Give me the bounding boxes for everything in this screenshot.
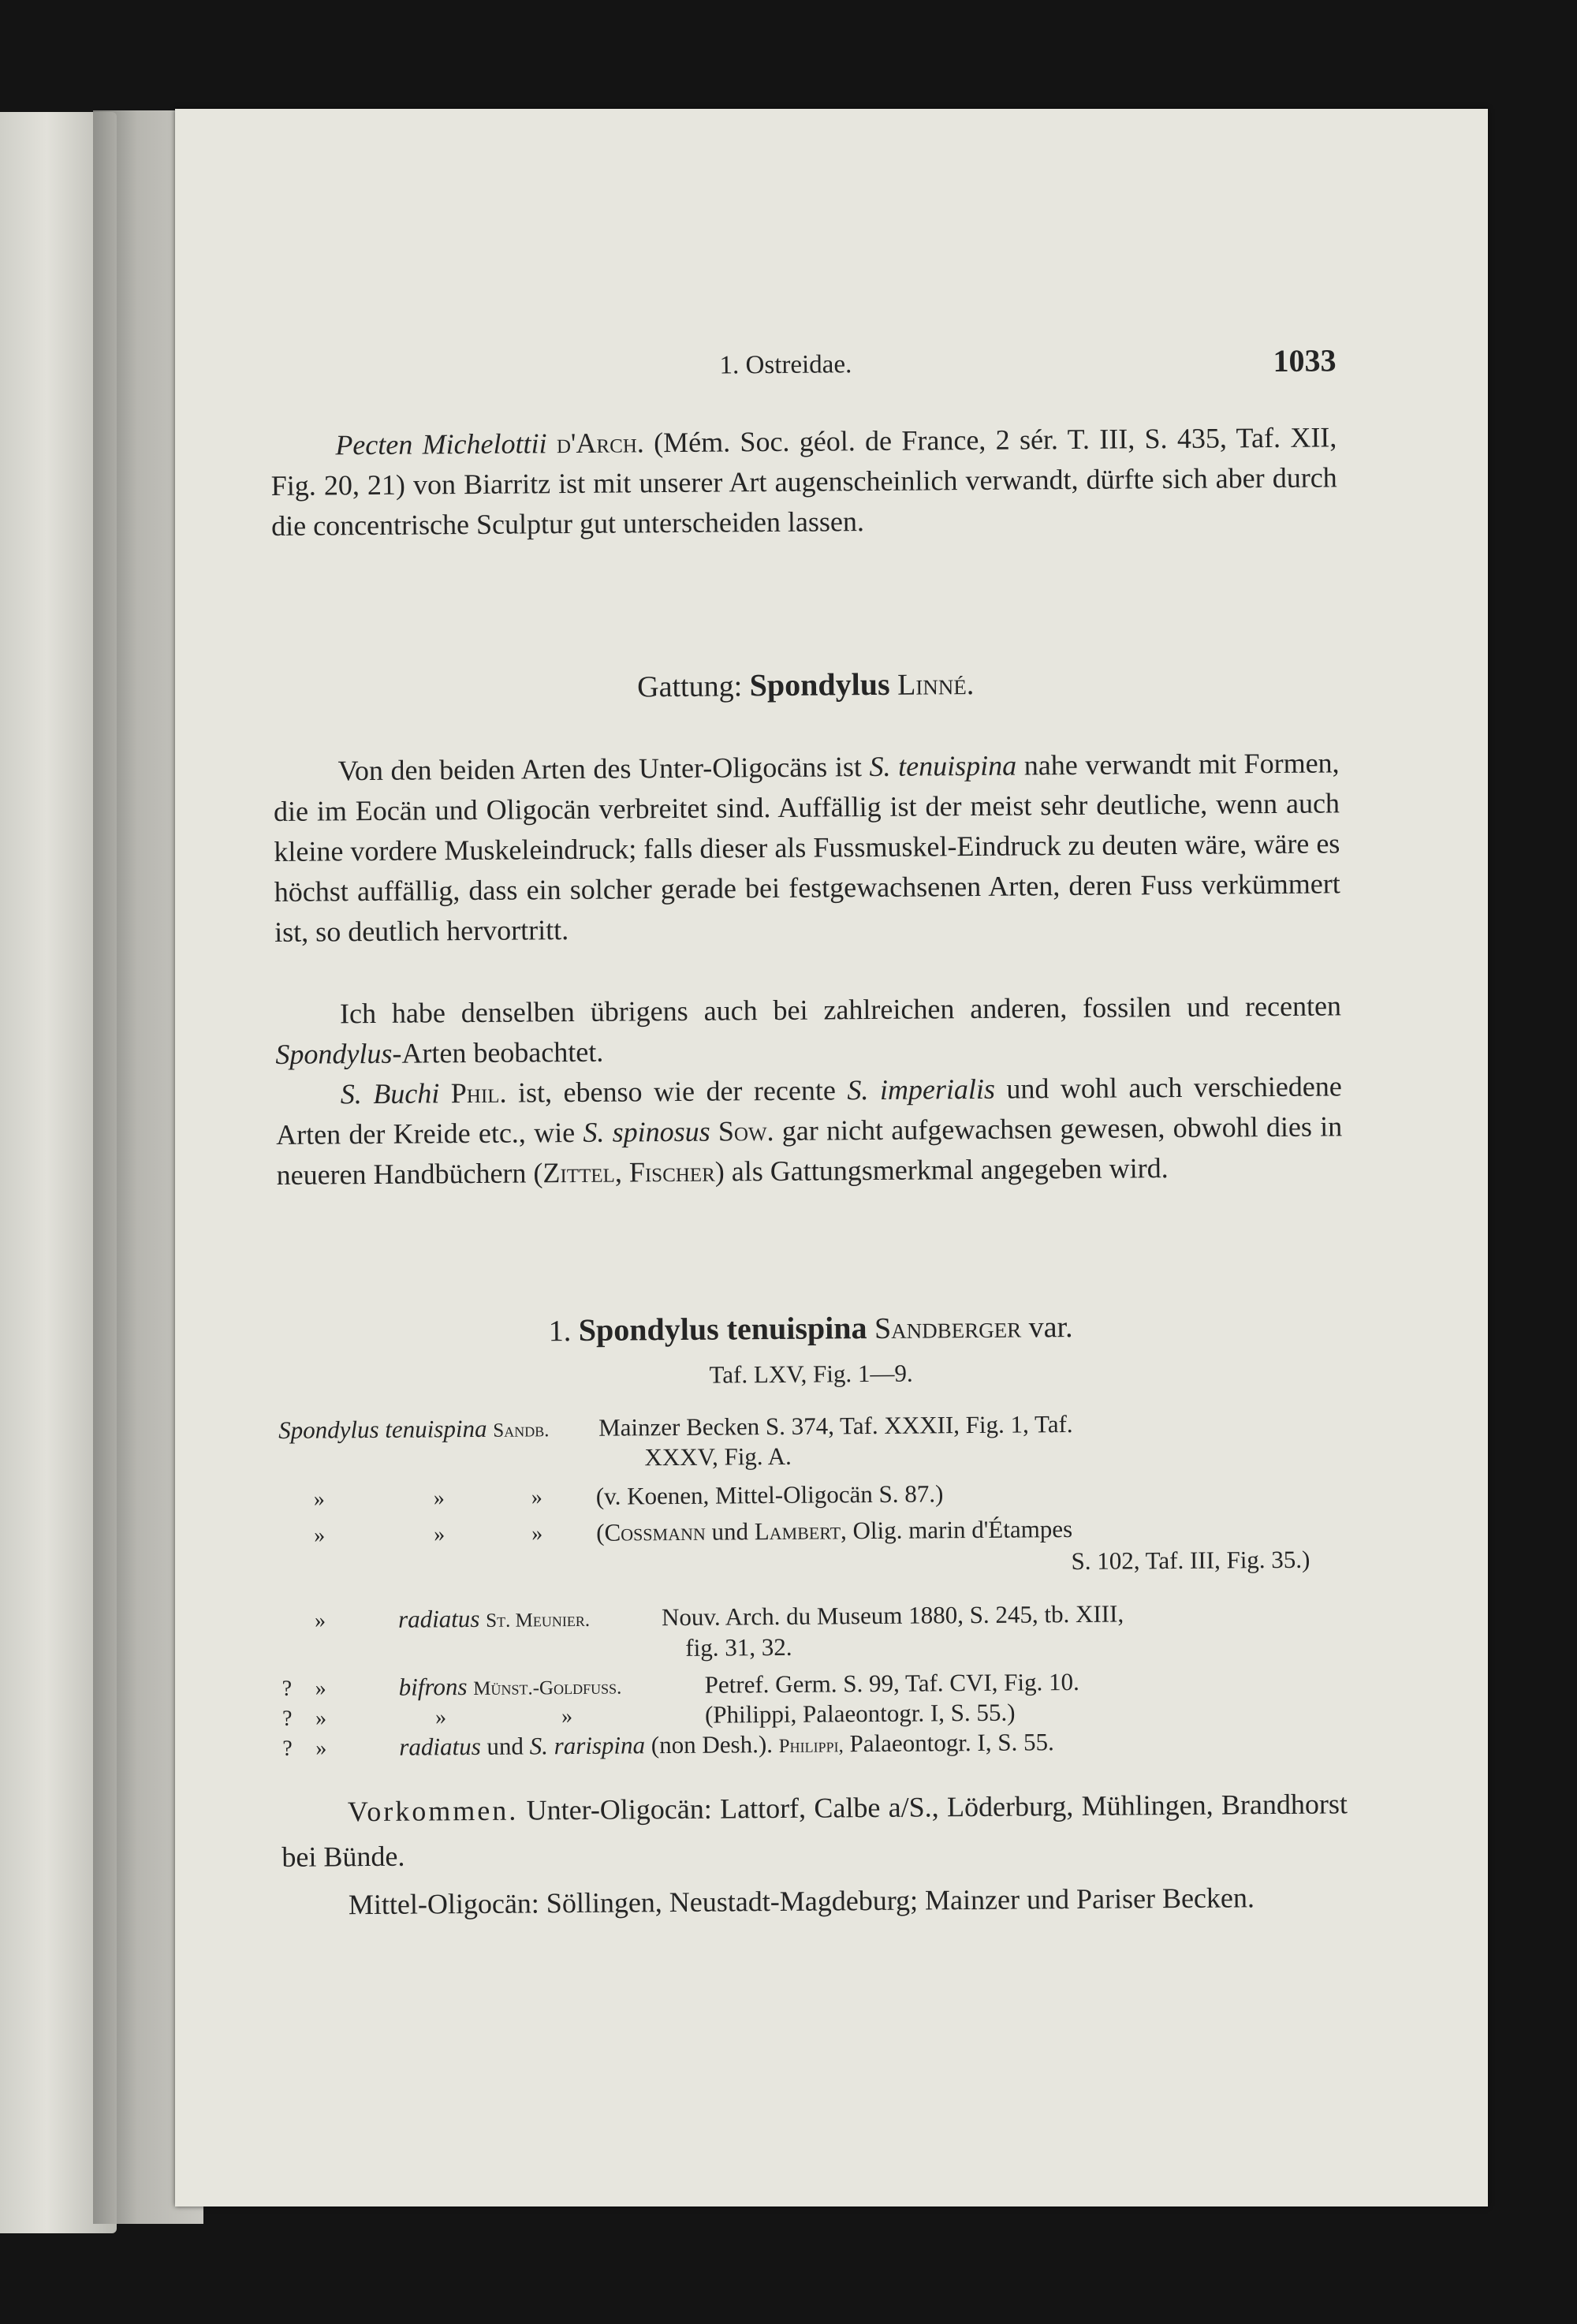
taxon-name: S. Buchi: [340, 1077, 440, 1110]
occurrence-middle-oligocene: Mittel-Oligocän: Söllingen, Neustadt-Magdeburg; Mainzer und Pariser Becken.: [348, 1882, 1255, 1921]
genus-name: Spondylus: [749, 666, 890, 703]
ditto-mark: »: [313, 1487, 325, 1512]
reference-text: Palaeontogr. I, S. 55.: [849, 1728, 1054, 1758]
synonym-ref: Petref. Germ. S. 99, Taf. CVI, Fig. 10.: [704, 1667, 1079, 1699]
ditto-mark: »: [315, 1706, 327, 1731]
paragraph-text: Ich habe denselben übrigens auch bei zahlreichen anderen, fossilen und recenten: [339, 990, 1342, 1030]
genus-author: Linné.: [897, 667, 975, 702]
taxon-name: radiatus: [399, 1732, 481, 1761]
ditto-mark: »: [315, 1736, 327, 1761]
taxon-name: S. spinosus: [583, 1115, 710, 1148]
author-name: (Cossmann: [596, 1517, 706, 1546]
synonym-line-5: [399, 1672, 622, 1702]
author-name: Sow.: [718, 1115, 774, 1147]
species-var: var.: [1028, 1311, 1073, 1345]
page-header: [270, 342, 1337, 394]
synonym-line-1: [278, 1414, 550, 1445]
query-mark: ?: [281, 1706, 293, 1731]
taxon-name: S. tenuispina: [869, 749, 1017, 783]
ditto-mark: »: [434, 1522, 446, 1547]
taxon-name: Pecten Michelottii: [335, 427, 547, 461]
query-mark: ?: [282, 1736, 293, 1761]
occurrence-text: Unter-Oligocän: Lattorf, Calbe a/S., Löderburg, Mühlingen, Brandhorst bei Bünde.: [281, 1788, 1348, 1873]
ditto-mark: »: [531, 1521, 543, 1546]
species-heading: [278, 1305, 1344, 1351]
ditto-mark: »: [561, 1704, 573, 1729]
paragraph-text: Von den beiden Arten des Unter-Oligocäns ist: [337, 751, 863, 787]
author-name: Phil.: [450, 1076, 507, 1110]
reference-text: und: [711, 1517, 749, 1546]
ditto-mark: »: [433, 1486, 445, 1511]
species-name: Spondylus tenuispina: [578, 1310, 867, 1348]
author-name: Sandb.: [493, 1419, 550, 1442]
synonym-ref: S. 102, Taf. III, Fig. 35.): [1071, 1545, 1310, 1576]
paragraph-text: gar nicht aufgewachsen gewesen, obwohl dies in neueren Handbüchern (: [276, 1110, 1343, 1191]
paragraph-genus-notes: [273, 743, 1340, 953]
paragraph-text: nahe verwandt mit Formen, die im Eocän und Oligocän verbreitet sind. Auffällig ist der meist sehr deutliche, wenn auch kleine vordere Muskeleindruck; falls dieser als Fussmuskel-Eindruck zu deuten wäre, wäre es höchst auffällig, dass ein solcher gerade bei festgewachsenen Arten, deren Fuss verkümmert ist, so deutlich hervortritt.: [273, 747, 1340, 948]
taxon-name: Spondylus tenuispina: [278, 1414, 487, 1444]
synonym-ref: [596, 1515, 1072, 1547]
reference-text: (v. Koenen, Mittel-Oligocän S. 87.): [595, 1479, 944, 1510]
author-name: Fischer: [628, 1155, 715, 1188]
synonym-line-4: [398, 1604, 590, 1634]
author-name: St. Meunier.: [486, 1609, 591, 1632]
author-name: Münst.-Goldfuss.: [473, 1677, 622, 1700]
author-name: Zittel: [542, 1156, 616, 1189]
ditto-mark: »: [531, 1485, 542, 1510]
query-mark: ?: [281, 1676, 293, 1701]
genus-prefix: Gattung:: [637, 670, 743, 704]
paragraph-text: ist, ebenso wie der recente: [517, 1074, 837, 1109]
author-name: d'Arch.: [556, 427, 644, 460]
paragraph-text: (Mém. Soc. géol. de France, 2 sér. T. III, S. 435, Taf. XII, Fig. 20, 21) von Biarritz ist mit unserer Art augenscheinlich verwandt, dürfte sich aber durch die concentrische Sculptur gut unterscheiden lassen.: [270, 421, 1337, 542]
author-name: Philippi,: [778, 1735, 844, 1757]
ditto-mark: »: [314, 1608, 326, 1633]
ditto-mark: »: [315, 1676, 326, 1701]
paragraph-attachment: [276, 1066, 1343, 1196]
paragraph-text: ) als Gattungsmerkmal angegeben wird.: [714, 1152, 1169, 1188]
ditto-mark: »: [434, 1705, 447, 1730]
taxon-name: S. imperialis: [847, 1072, 996, 1106]
taxon-name: bifrons: [398, 1673, 468, 1701]
reference-text: und: [487, 1732, 524, 1760]
taxon-name: S. rarispina: [529, 1731, 646, 1760]
genus-heading: [273, 662, 1339, 707]
book-page: [175, 109, 1488, 2206]
synonym-line-7: [399, 1728, 1054, 1762]
taxon-name: Spondylus: [275, 1037, 393, 1070]
page-content: [268, 100, 1348, 1921]
author-name: Lambert,: [754, 1516, 847, 1546]
occurrence-label: Vorkommen.: [347, 1794, 519, 1828]
paragraph-muscle-scar: [275, 986, 1342, 1075]
paragraph-pecten-michelottii: [270, 417, 1337, 546]
running-head: 1. Ostreidae.: [719, 350, 852, 380]
taxon-name: radiatus: [397, 1604, 480, 1633]
species-number: 1.: [548, 1315, 572, 1349]
occurrence-lower-oligocene: [281, 1781, 1348, 1880]
punctuation: ,: [614, 1156, 623, 1188]
reference-text: Olig. marin d'Étampes: [852, 1515, 1073, 1545]
page-number: 1033: [1273, 342, 1337, 379]
synonym-ref: [596, 1479, 944, 1510]
species-author: Sandberger: [874, 1311, 1022, 1346]
ditto-mark: »: [314, 1523, 326, 1548]
synonym-ref: Nouv. Arch. du Museum 1880, S. 245, tb. XIII,: [661, 1599, 1124, 1632]
paragraph-text: -Arten beobachtet.: [392, 1035, 604, 1069]
paragraph-text: und wohl auch verschiedene Arten der Kreide etc., wie: [276, 1070, 1342, 1151]
synonym-ref: (Philippi, Palaeontogr. I, S. 55.): [704, 1698, 1016, 1729]
reference-text: (non Desh.).: [651, 1730, 774, 1759]
plate-reference: Taf. LXV, Fig. 1—9.: [709, 1359, 913, 1389]
synonym-ref: XXXV, Fig. A.: [644, 1442, 792, 1472]
synonym-ref: Mainzer Becken S. 374, Taf. XXXII, Fig. 1, Taf.: [598, 1410, 1073, 1442]
synonym-ref: fig. 31, 32.: [685, 1632, 792, 1662]
